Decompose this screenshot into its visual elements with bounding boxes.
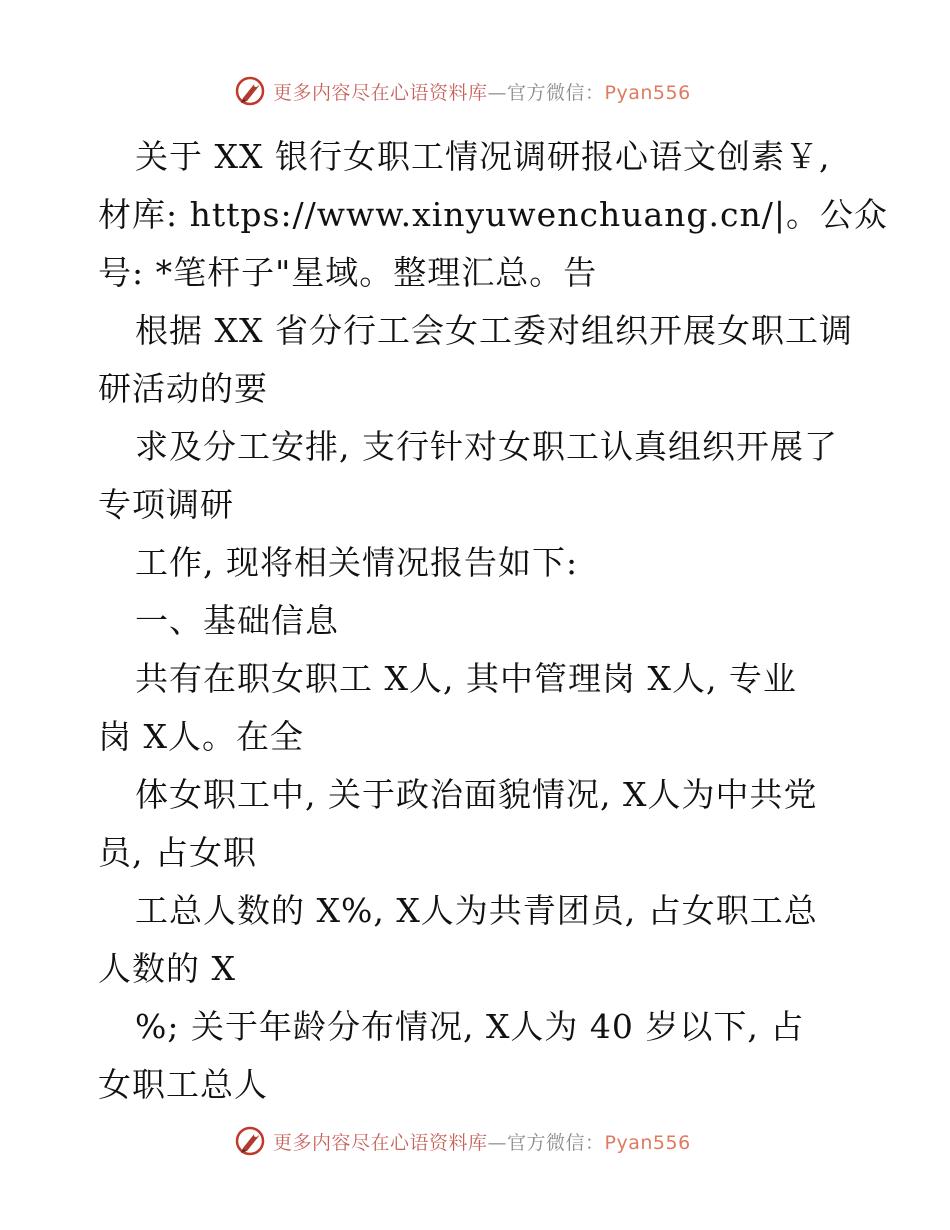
watermark-site: 更多内容尽在心语资料库	[273, 1131, 488, 1154]
doc-line: 共有在职女职工 X人, 其中管理岗 X人, 专业	[135, 659, 797, 698]
watermark-text	[273, 1128, 691, 1155]
doc-line: 工作, 现将相关情况报告如下:	[135, 543, 579, 582]
watermark-wechat-id: Pyan556	[604, 1131, 691, 1154]
doc-line: 材库: https://www.xinyuwenchuang.cn/|。公众	[98, 195, 888, 234]
doc-line: 号: *笔杆子"星域。整理汇总。告	[98, 253, 598, 292]
doc-line: 体女职工中, 关于政治面貌情况, X人为中共党	[135, 775, 818, 814]
doc-line: %; 关于年龄分布情况, X人为 40 岁以下, 占	[135, 1007, 805, 1046]
watermark-dash: —	[487, 1131, 508, 1154]
doc-line: 员, 占女职	[98, 833, 257, 872]
doc-line: 人数的 X	[98, 949, 236, 988]
pen-logo-icon	[233, 1124, 267, 1158]
footer-watermark	[233, 1121, 691, 1161]
watermark-dash: —	[487, 81, 508, 104]
pen-logo-icon	[233, 74, 267, 108]
doc-line: 专项调研	[98, 485, 234, 524]
doc-line: 求及分工安排, 支行针对女职工认真组织开展了	[135, 427, 838, 466]
watermark-site: 更多内容尽在心语资料库	[273, 81, 488, 104]
doc-line: 工总人数的 X%, X人为共青团员, 占女职工总	[135, 891, 818, 930]
doc-line: 女职工总人	[98, 1065, 268, 1104]
watermark-wechat-label: 官方微信：	[507, 81, 605, 104]
watermark-wechat-id: Pyan556	[604, 81, 691, 104]
doc-line: 根据 XX 省分行工会女工委对组织开展女职工调	[135, 311, 853, 350]
doc-line: 研活动的要	[98, 369, 268, 408]
document-body	[98, 128, 888, 1114]
watermark-wechat-label: 官方微信：	[507, 1131, 605, 1154]
doc-line: 岗 X人。在全	[98, 717, 304, 756]
doc-line: 关于 XX 银行女职工情况调研报心语文创素￥,	[135, 137, 831, 176]
watermark-text	[273, 78, 691, 105]
section-heading: 一、基础信息	[135, 601, 339, 640]
header-watermark	[233, 71, 691, 111]
